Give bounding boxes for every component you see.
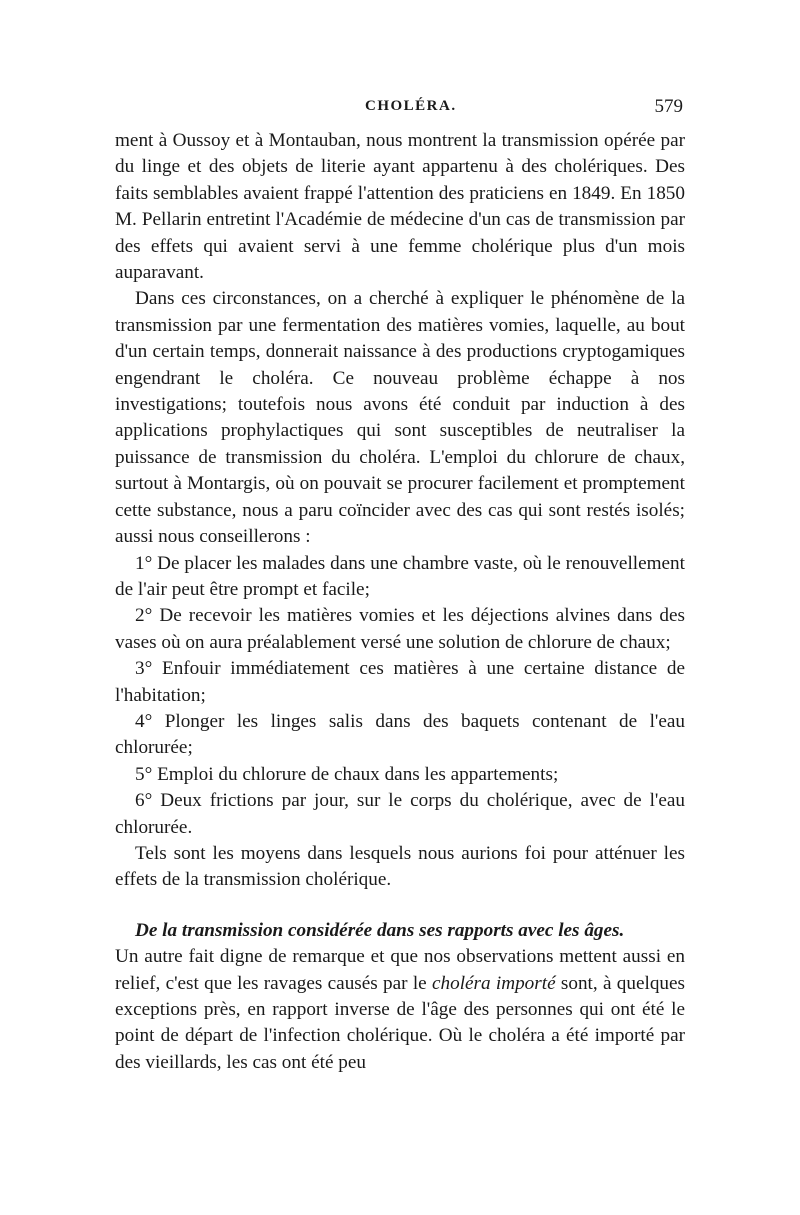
body-text [115,128,685,1076]
paragraph-ages-text-b: sont, à quelques exceptions près, en rapport inverse de l'âge des personnes qui ont été le point de départ de l'infection cholérique. Où le choléra a été importé par des vieillards, les cas ont été peu [115,972,685,1073]
page-number: 579 [654,96,683,117]
section-heading: De la transmission considérée dans ses rapports avec les âges. [135,919,625,941]
cholera-importe-emphasis: choléra importé [431,972,556,994]
running-head [115,98,685,128]
recommendation-item-5: 5° Emploi du chlorure de chaux dans les appartements; [135,763,559,785]
paragraph-conclusion: Tels sont les moyens dans lesquels nous aurions foi pour atténuer les effets de la transmission cholérique. [115,842,685,891]
recommendation-item-6: 6° Deux frictions par jour, sur le corps du cholérique, avec de l'eau chlorurée. [115,790,685,838]
recommendation-item-4: 4° Plonger les linges salis dans des baquets contenant de l'eau chlorurée; [115,710,685,759]
paragraph-continuation: ment à Oussoy et à Montauban, nous montrent la transmission opérée par du linge et des objets de literie ayant appartenu à des cholériques. Des faits semblables avaient frappé l'attention des praticiens en 1849. En 1850 M. Pellarin entretint l'Académie de médecine d'un cas de transmission par des effets qui avaient servi à une femme cholérique plus d'un mois auparavant. [115,130,685,284]
recommendation-item-2: 2° De recevoir les matières vomies et les déjections alvines dans des vases où on aura préalablement versé une solution de chlorure de chaux; [115,605,685,653]
recommendation-item-3: 3° Enfouir immédiatement ces matières à une certaine distance de l'habitation; [115,658,685,706]
section-spacer [115,894,685,918]
running-title: CHOLÉRA. [365,98,457,114]
paragraph-ages-text-a: Un autre fait digne de remarque et que nos observations mettent aussi en relief, c'est que les ravages causés par le [115,946,685,994]
page [115,98,685,1076]
paragraph-ages [115,944,685,1076]
paragraph-transmission: Dans ces circonstances, on a cherché à expliquer le phénomène de la transmission par une fermentation des matières vomies, laquelle, au bout d'un certain temps, donnerait naissance à des productions cryptogamiques engendrant le choléra. Ce nouveau problème échappe à nos investigations; toutefois nous avons été conduit par induction à des applications prophylactiques qui sont susceptibles de neutraliser la puissance de transmission du choléra. L'emploi du chlorure de chaux, surtout à Montargis, où on pouvait se procurer facilement et promptement cette substance, nous a paru coïncider avec des cas qui sont restés isolés; aussi nous conseillerons : [115,288,685,548]
recommendation-item-1: 1° De placer les malades dans une chambre vaste, où le renouvellement de l'air peut être prompt et facile; [115,552,685,600]
